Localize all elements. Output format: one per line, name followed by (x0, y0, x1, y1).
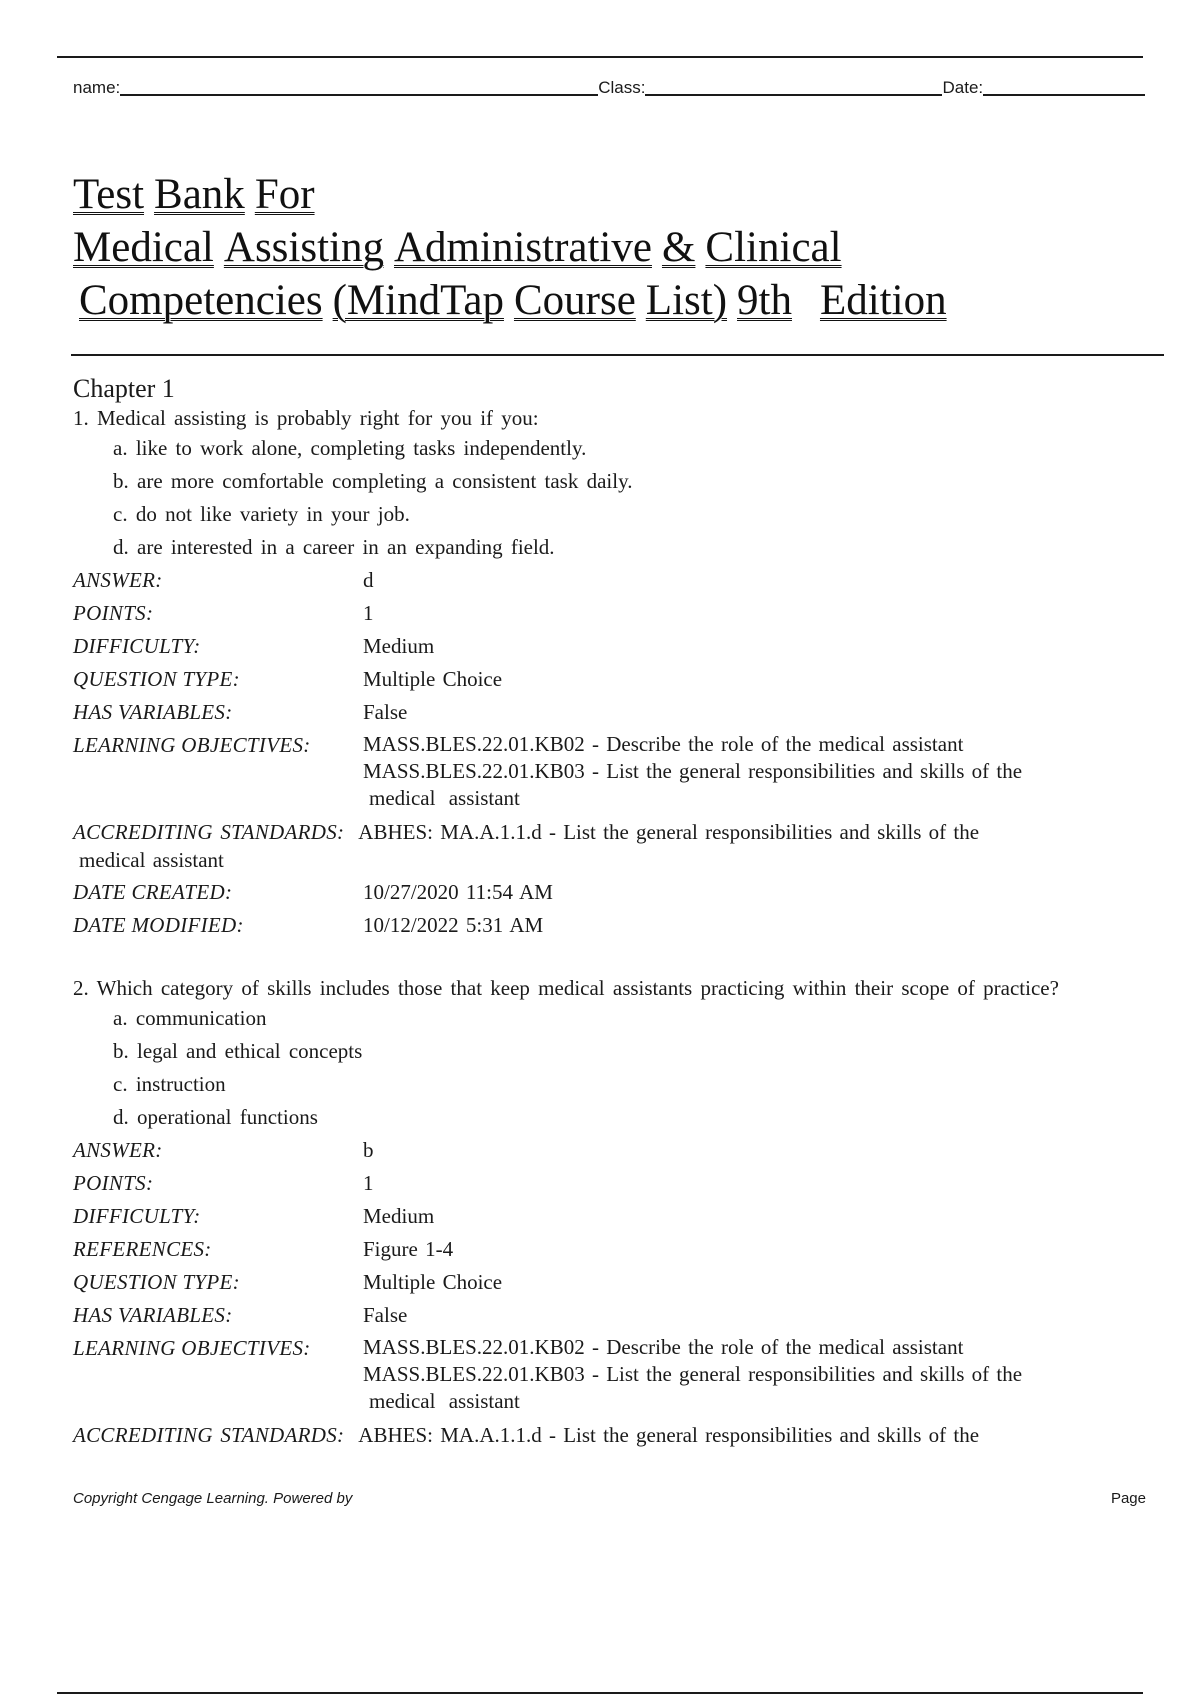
class-label: Class: (598, 78, 646, 97)
date-modified-label: DATE MODIFIED: (73, 913, 244, 937)
title-word: 9th (737, 277, 792, 324)
accrediting-standards-label: ACCREDITING STANDARDS: (73, 1423, 345, 1447)
title-word: Medical (73, 224, 214, 271)
choice-d: d. are interested in a career in an expanding field. (113, 535, 555, 559)
learning-objective-1: MASS.BLES.22.01.KB02 - Describe the role of the medical assistant (363, 1335, 964, 1359)
question-list (73, 374, 1133, 1451)
title-word: Bank (154, 171, 245, 218)
learning-objectives-value (363, 1332, 1133, 1419)
learning-objective-1: MASS.BLES.22.01.KB02 - Describe the role of the medical assistant (363, 732, 964, 756)
title-word: List) (645, 277, 728, 324)
points-value: 1 (363, 601, 374, 625)
title-line-3 (73, 274, 1163, 327)
learning-objective-2-cont: medical assistant (369, 786, 520, 810)
question-metadata (73, 564, 1133, 816)
date-label: Date: (942, 78, 984, 97)
header-fields (73, 72, 1168, 98)
title-rule (71, 354, 1164, 356)
date-modified-value: 10/12/2022 5:31 AM (363, 913, 544, 937)
accrediting-standards-cont: medical assistant (79, 848, 224, 872)
choice-b: b. are more comfortable completing a consistent task daily. (113, 469, 633, 493)
title-word: Administrative (394, 224, 652, 271)
learning-objectives-value (363, 729, 1133, 816)
accrediting-standards-value: ABHES: MA.A.1.1.d - List the general responsibilities and skills of the (358, 820, 980, 844)
choice-list (73, 1002, 1133, 1134)
difficulty-label: DIFFICULTY: (73, 1204, 201, 1228)
points-label: POINTS: (73, 601, 154, 625)
top-rule (57, 56, 1143, 58)
question-1 (73, 404, 1133, 942)
has-variables-label: HAS VARIABLES: (73, 1303, 233, 1327)
difficulty-label: DIFFICULTY: (73, 634, 201, 658)
question-metadata (73, 1134, 1133, 1419)
choice-c: c. instruction (113, 1072, 226, 1096)
chapter-heading: Chapter 1 (73, 374, 175, 403)
accrediting-standards-label: ACCREDITING STANDARDS: (73, 820, 345, 844)
learning-objective-2: MASS.BLES.22.01.KB03 - List the general responsibilities and skills of the (363, 759, 1023, 783)
title-word: Competencies (79, 277, 323, 324)
has-variables-value: False (363, 700, 408, 724)
learning-objective-2-cont: medical assistant (369, 1389, 520, 1413)
copyright-text: Copyright Cengage Learning. Powered by (73, 1490, 353, 1507)
difficulty-value: Medium (363, 1204, 435, 1228)
references-label: REFERENCES: (73, 1237, 212, 1261)
difficulty-value: Medium (363, 634, 435, 658)
learning-objectives-label: LEARNING OBJECTIVES: (73, 1336, 311, 1360)
question-type-value: Multiple Choice (363, 667, 503, 691)
title-line-1 (73, 168, 1163, 221)
has-variables-label: HAS VARIABLES: (73, 700, 233, 724)
learning-objectives-label: LEARNING OBJECTIVES: (73, 733, 311, 757)
choice-a: a. communication (113, 1006, 267, 1030)
answer-label: ANSWER: (73, 1138, 163, 1162)
choice-b: b. legal and ethical concepts (113, 1039, 363, 1063)
class-field[interactable] (645, 74, 942, 96)
points-label: POINTS: (73, 1171, 154, 1195)
title-word: Course (513, 277, 636, 324)
choice-list (73, 432, 1133, 564)
choice-d: d. operational functions (113, 1105, 318, 1129)
question-dates (73, 876, 1133, 942)
answer-label: ANSWER: (73, 568, 163, 592)
references-value: Figure 1-4 (363, 1237, 454, 1261)
question-spacer (73, 942, 1133, 974)
page-label: Page (1110, 1490, 1146, 1507)
document-title (73, 168, 1163, 327)
date-created-label: DATE CREATED: (73, 880, 233, 904)
question-stem: 1. Medical assisting is probably right for you if you: (73, 406, 539, 430)
answer-value: d (363, 568, 374, 592)
question-type-value: Multiple Choice (363, 1270, 503, 1294)
title-word: Test (73, 171, 145, 218)
date-created-value: 10/27/2020 11:54 AM (363, 880, 553, 904)
date-field[interactable] (983, 74, 1145, 96)
title-word: Clinical (705, 224, 842, 271)
question-type-label: QUESTION TYPE: (73, 1270, 240, 1294)
points-value: 1 (363, 1171, 374, 1195)
title-word: Edition (819, 277, 947, 324)
choice-c: c. do not like variety in your job. (113, 502, 410, 526)
page-footer (73, 1490, 1146, 1507)
name-label: name: (73, 78, 121, 97)
title-word: (MindTap (332, 277, 504, 324)
question-type-label: QUESTION TYPE: (73, 667, 240, 691)
title-word: Assisting (223, 224, 384, 271)
question-stem: 2. Which category of skills includes those that keep medical assistants practicing within their scope of practice? (73, 976, 1059, 1000)
choice-a: a. like to work alone, completing tasks independently. (113, 436, 587, 460)
accrediting-standards-value: ABHES: MA.A.1.1.d - List the general responsibilities and skills of the (358, 1423, 980, 1447)
answer-value: b (363, 1138, 374, 1162)
has-variables-value: False (363, 1303, 408, 1327)
title-word: For (254, 171, 315, 218)
name-field[interactable] (120, 74, 598, 96)
title-line-2 (73, 221, 1163, 274)
bottom-rule (57, 1692, 1143, 1694)
accrediting-standards (73, 1421, 1133, 1449)
learning-objective-2: MASS.BLES.22.01.KB03 - List the general responsibilities and skills of the (363, 1362, 1023, 1386)
question-2 (73, 974, 1133, 1449)
accrediting-standards (73, 818, 1133, 874)
title-word: & (661, 224, 696, 271)
